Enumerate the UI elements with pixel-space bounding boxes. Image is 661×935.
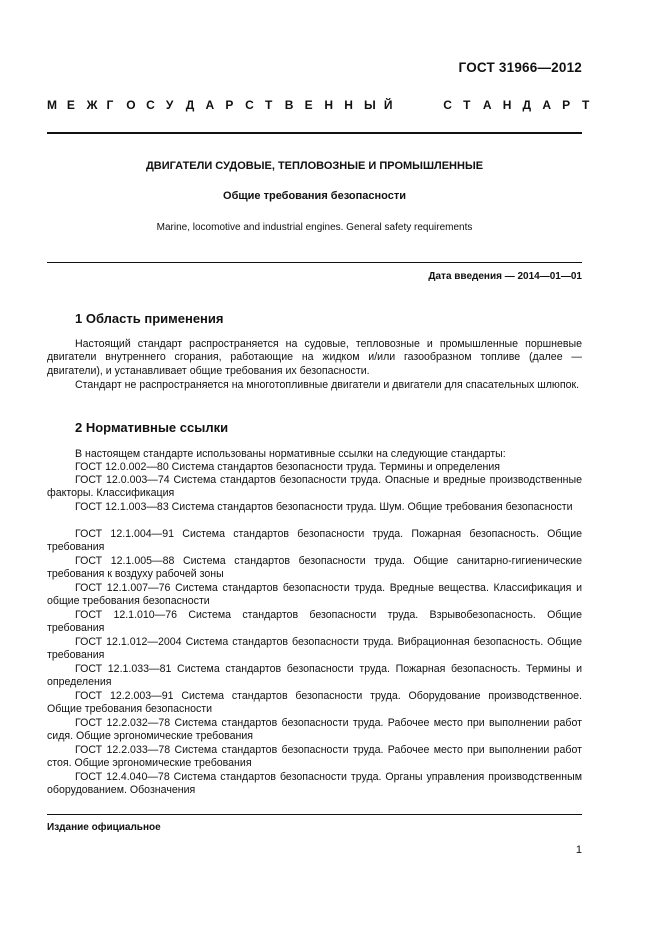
reference-item bbox=[47, 501, 582, 514]
paragraph-text: В настоящем стандарте использованы нормативные ссылки на следующие стандарты: bbox=[75, 448, 506, 460]
section-heading-normative-references: 2 Нормативные ссылки bbox=[75, 420, 229, 435]
reference-text: ГОСТ 12.2.003—91 Система стандартов безопасности труда. Оборудование производственное. Общие требования безопасности bbox=[47, 690, 582, 716]
title-rule bbox=[47, 262, 582, 263]
paragraph-text: Настоящий стандарт распространяется на судовые, тепловозные и промышленные поршневые двигатели внутреннего сгорания, работающие на жидком и/или газообразном топливе (далее — двигатели), и устанавливает общие требования их безопасности. bbox=[47, 338, 582, 377]
reference-text: ГОСТ 12.1.033—81 Система стандартов безопасности труда. Пожарная безопасность. Термины и определения bbox=[47, 663, 582, 689]
paragraph bbox=[47, 338, 582, 378]
reference-item bbox=[47, 636, 582, 663]
reference-item bbox=[47, 461, 582, 474]
reference-text: ГОСТ 12.4.040—78 Система стандартов безопасности труда. Органы управления производственным оборудованием. Обозначения bbox=[47, 771, 582, 797]
reference-text: ГОСТ 12.1.010—76 Система стандартов безопасности труда. Взрывобезопасность. Общие требования bbox=[47, 609, 582, 635]
section-heading-scope: 1 Область применения bbox=[75, 311, 224, 326]
header-rule bbox=[47, 132, 582, 134]
page-number: 1 bbox=[575, 844, 582, 856]
reference-item bbox=[47, 528, 582, 555]
official-edition-note: Издание официальное bbox=[47, 822, 161, 833]
document-title: ДВИГАТЕЛИ СУДОВЫЕ, ТЕПЛОВОЗНЫЕ И ПРОМЫШЛЕННЫЕ bbox=[145, 160, 484, 172]
reference-item bbox=[47, 663, 582, 690]
paragraph-text: Стандарт не распространяется на многотопливные двигатели и двигатели для спасательных шлюпок. bbox=[75, 379, 580, 391]
reference-item bbox=[47, 690, 582, 717]
reference-text: ГОСТ 12.1.004—91 Система стандартов безопасности труда. Пожарная безопасность. Общие требования bbox=[47, 528, 582, 554]
reference-item bbox=[47, 555, 582, 582]
footer-rule bbox=[47, 814, 582, 815]
reference-item bbox=[47, 717, 582, 744]
reference-text: ГОСТ 12.1.007—76 Система стандартов безопасности труда. Вредные вещества. Классификация и общие требования безопасности bbox=[47, 582, 582, 608]
reference-item bbox=[47, 609, 582, 636]
reference-text: ГОСТ 12.0.003—74 Система стандартов безопасности труда. Опасные и вредные производственные факторы. Классификация bbox=[47, 474, 582, 500]
reference-text: ГОСТ 12.2.033—78 Система стандартов безопасности труда. Рабочее место при выполнении работ стоя. Общие эргономические требования bbox=[47, 744, 582, 770]
reference-item bbox=[47, 582, 582, 609]
reference-text: ГОСТ 12.0.002—80 Система стандартов безопасности труда. Термины и определения bbox=[75, 461, 501, 473]
paragraph bbox=[47, 379, 582, 392]
interstate-standard-banner: М Е Ж Г О С У Д А Р С Т В Е Н Н Ы Й С Т А Н Д А Р Т bbox=[47, 98, 590, 112]
reference-text: ГОСТ 12.1.003—83 Система стандартов безопасности труда. Шум. Общие требования безопасности bbox=[75, 501, 573, 513]
reference-text: ГОСТ 12.1.012—2004 Система стандартов безопасности труда. Вибрационная безопасность. Общие требования bbox=[47, 636, 582, 662]
document-subtitle: Общие требования безопасности bbox=[223, 190, 406, 202]
english-title: Marine, locomotive and industrial engines. General safety requirements bbox=[156, 222, 473, 233]
reference-text: ГОСТ 12.1.005—88 Система стандартов безопасности труда. Общие санитарно-гигиенические требования к воздуху рабочей зоны bbox=[47, 555, 582, 581]
gost-number: ГОСТ 31966—2012 bbox=[458, 60, 582, 75]
reference-item bbox=[47, 771, 582, 798]
paragraph bbox=[47, 448, 582, 461]
reference-item bbox=[47, 474, 582, 501]
effective-date: Дата введения — 2014—01—01 bbox=[428, 271, 582, 282]
reference-text: ГОСТ 12.2.032—78 Система стандартов безопасности труда. Рабочее место при выполнении работ сидя. Общие эргономические требования bbox=[47, 717, 582, 743]
reference-item bbox=[47, 744, 582, 771]
